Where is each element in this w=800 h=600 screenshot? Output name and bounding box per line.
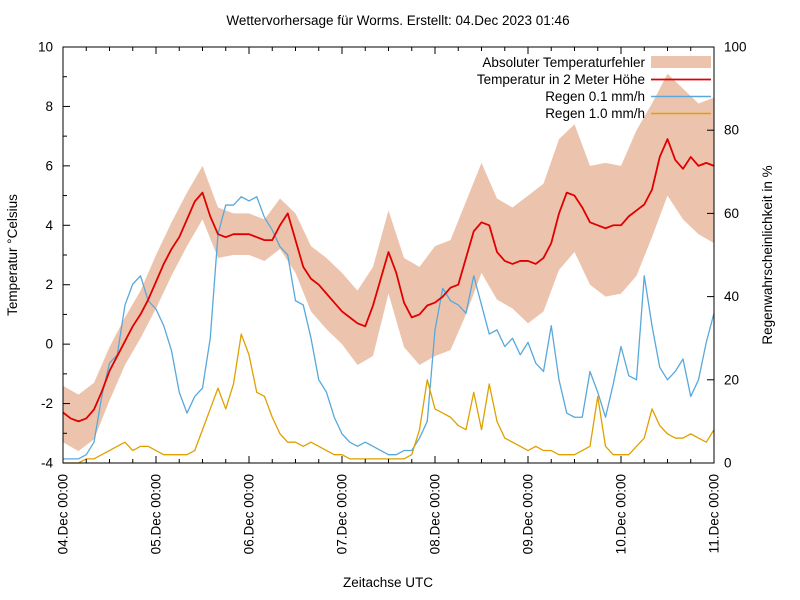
- tick-label: 6: [45, 158, 53, 174]
- tick-label: 07.Dec 00:00: [334, 474, 350, 555]
- y-axis-label-right: Regenwahrscheinlichkeit in %: [760, 165, 775, 345]
- x-axis-label: Zeitachse UTC: [342, 575, 434, 590]
- tick-label: 100: [724, 39, 747, 55]
- tick-label: 40: [724, 289, 740, 305]
- tick-label: 05.Dec 00:00: [148, 474, 164, 555]
- tick-label: 80: [724, 122, 740, 138]
- tick-label: 11.Dec 00:00: [706, 474, 722, 554]
- y-axis-ticks-right: [724, 40, 747, 471]
- y-axis-label-left: Temperatur °Celsius: [5, 194, 20, 316]
- tick-label: -4: [40, 455, 53, 471]
- tick-label: 04.Dec 00:00: [55, 474, 71, 555]
- chart-title: Wettervorhersage für Worms. Erstellt: 04.Dec 2023 01:46: [226, 13, 570, 28]
- x-axis-ticks: [56, 474, 722, 554]
- tick-label: 06.Dec 00:00: [241, 474, 257, 555]
- legend-label: Regen 1.0 mm/h: [545, 106, 645, 121]
- legend-label: Temperatur in 2 Meter Höhe: [476, 72, 645, 87]
- tick-label: 08.Dec 00:00: [427, 474, 443, 555]
- tick-label: 4: [45, 217, 53, 233]
- y-axis-ticks-left: [38, 40, 54, 471]
- tick-label: 8: [45, 98, 53, 114]
- tick-label: 20: [724, 372, 740, 388]
- series-band-temperature-error: [63, 74, 714, 451]
- legend-item-temperature-error: [482, 55, 711, 70]
- tick-label: 60: [724, 205, 740, 221]
- tick-label: 0: [724, 455, 732, 471]
- tick-label: 2: [45, 277, 53, 293]
- tick-label: 09.Dec 00:00: [520, 474, 536, 555]
- legend-swatch-band: [651, 56, 711, 68]
- series-line-regen-1-0-mm-h: [63, 334, 714, 463]
- tick-label: -2: [40, 396, 53, 412]
- tick-label: 0: [45, 336, 53, 352]
- legend-label: Absoluter Temperaturfehler: [482, 55, 645, 70]
- tick-label: 10.Dec 00:00: [613, 474, 629, 555]
- legend-label: Regen 0.1 mm/h: [545, 89, 645, 104]
- tick-label: 10: [37, 39, 53, 55]
